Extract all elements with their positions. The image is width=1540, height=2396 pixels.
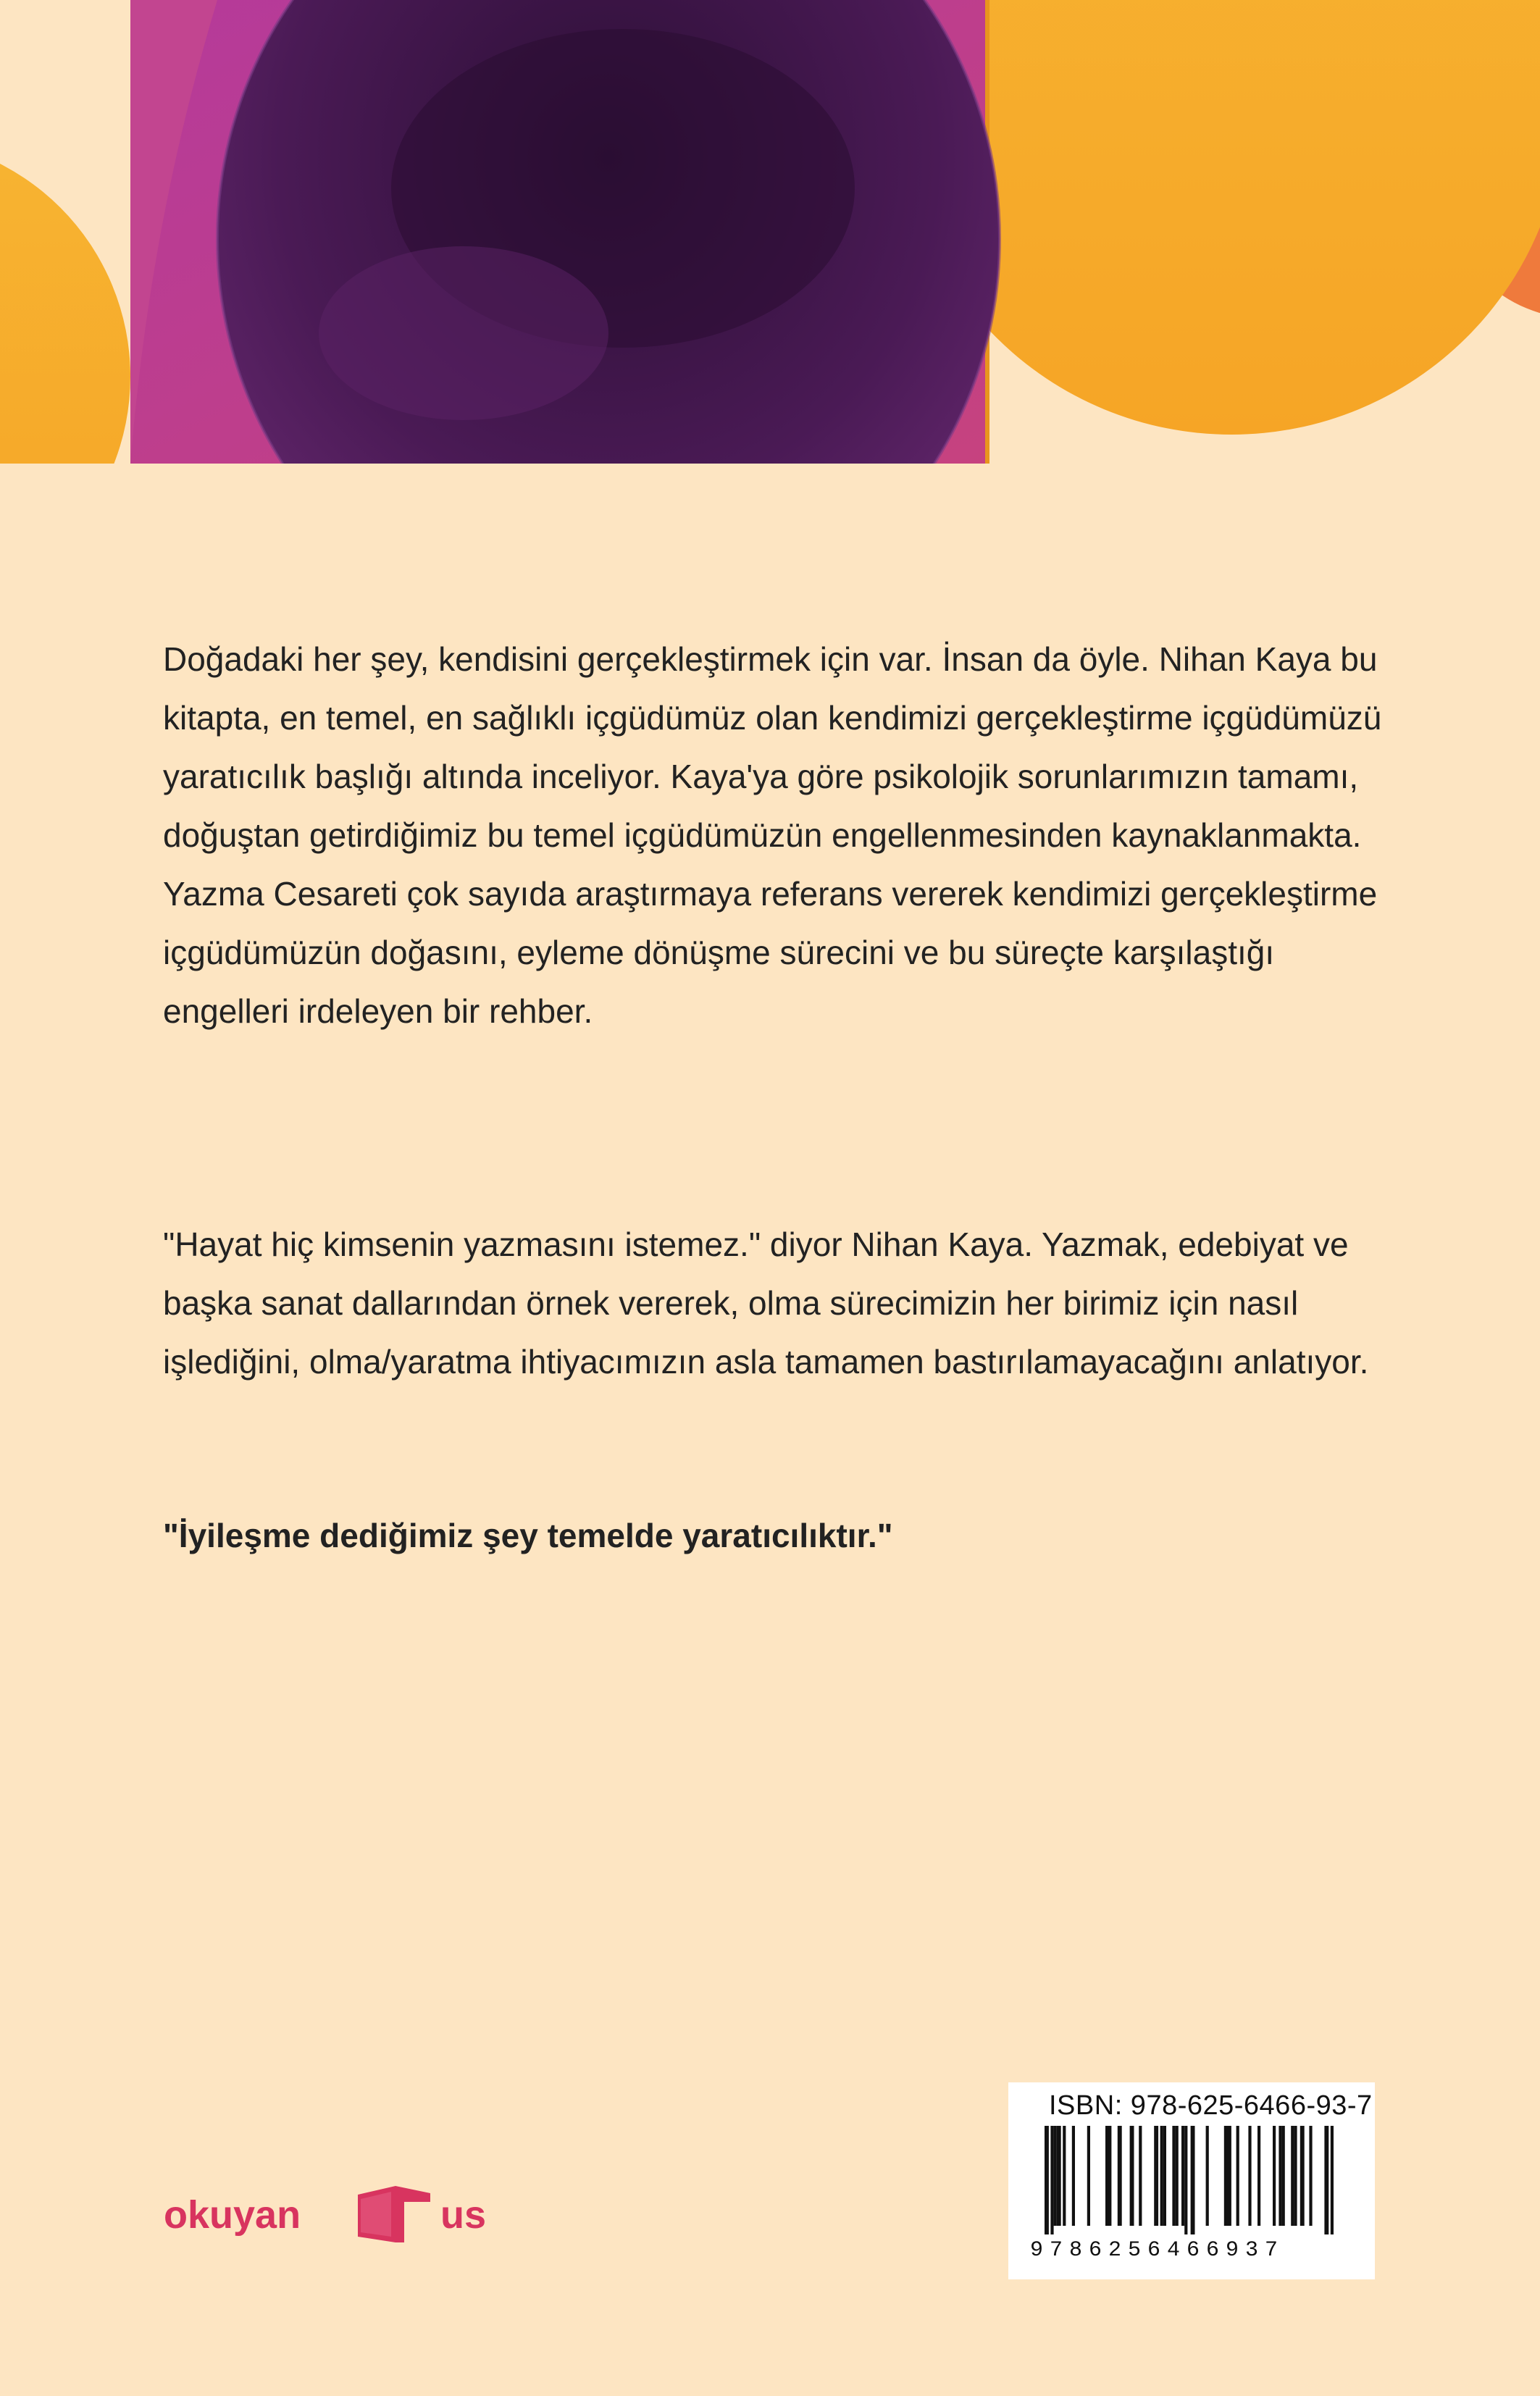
barcode-bar <box>1282 2126 1285 2226</box>
barcode-bar <box>1154 2126 1158 2226</box>
barcode-bar <box>1184 2126 1187 2234</box>
barcode-bar <box>1176 2126 1179 2226</box>
barcode-bar <box>1309 2126 1312 2226</box>
barcode-bar <box>1227 2126 1231 2226</box>
publisher-name-left: okuyan <box>164 2193 301 2237</box>
barcode-bar <box>1045 2126 1049 2234</box>
open-book-logo-icon <box>351 2180 438 2245</box>
barcode-bar <box>1291 2126 1294 2226</box>
barcode-bar <box>1054 2126 1057 2226</box>
blurb-paragraph-1: Doğadaki her şey, kendisini gerçekleştirmek için var. İnsan da öyle. Nihan Kaya bu kitapta, en temel, en sağlıklı içgüdümüz olan kendimizi gerçekleştirme içgüdümüzü yaratıcılık başlığı altında inceliyor. Kaya'ya göre psikolojik sorunlarımızın tamamı, doğuştan getirdiğimiz bu temel içgüdümüzün engellenmesinden kaynaklanmakta. Yazma Cesareti çok sayıda araştırmaya referans vererek kendimizi gerçekleştirme içgüdümüzün doğasını, eyleme dönüşme sürecini ve bu süreçte karşılaştığı engelleri irdeleyen bir rehber. <box>163 640 1382 1030</box>
barcode-bar <box>1236 2126 1239 2226</box>
barcode-bar <box>1191 2126 1195 2234</box>
barcode-bar <box>1279 2126 1281 2226</box>
barcode-bar <box>1072 2126 1075 2226</box>
barcode-bar <box>1057 2126 1061 2226</box>
abstract-circles-artwork-icon <box>0 0 1540 464</box>
barcode-bar <box>1206 2126 1209 2226</box>
barcode-bar <box>1063 2126 1066 2226</box>
barcode-digits: 9786256466937 <box>1030 2238 1285 2263</box>
barcode-bar <box>1163 2126 1166 2226</box>
barcode-bar <box>1294 2126 1297 2226</box>
isbn-label: ISBN: 978-625-6466-93-7 <box>1049 2090 1373 2121</box>
barcode-bar <box>1300 2126 1305 2226</box>
barcode-bar <box>1160 2126 1163 2226</box>
barcode-bar <box>1130 2126 1134 2226</box>
barcode-bar <box>1181 2126 1184 2226</box>
cover-artwork <box>0 0 1540 464</box>
barcode-icon <box>1042 2126 1346 2234</box>
publisher-name-right: us <box>440 2193 487 2237</box>
barcode-bar <box>1139 2126 1142 2226</box>
blurb-paragraph-2: "Hayat hiç kimsenin yazmasını istemez." diyor Nihan Kaya. Yazmak, edebiyat ve başka sanat dallarından örnek vererek, olma sürecimizin her birimiz için nasıl işlediğini, olma/yaratma ihtiyacımızın asla tamamen bastırılamayacağını anlatıyor. <box>163 1226 1369 1381</box>
barcode-bar <box>1257 2126 1260 2226</box>
barcode-bar <box>1324 2126 1328 2234</box>
barcode-bar <box>1248 2126 1251 2226</box>
barcode-bar <box>1224 2126 1227 2226</box>
blurb-quote: "İyileşme dediğimiz şey temelde yaratıcılıktır." <box>163 1517 893 1554</box>
barcode-bar <box>1172 2126 1175 2226</box>
barcode-bar <box>1118 2126 1122 2226</box>
barcode-bar <box>1273 2126 1276 2226</box>
barcode-bar <box>1331 2126 1334 2234</box>
barcode-bar <box>1108 2126 1111 2226</box>
barcode-bar <box>1087 2126 1090 2226</box>
barcode-bar <box>1050 2126 1053 2234</box>
publisher-logo <box>164 2173 497 2245</box>
